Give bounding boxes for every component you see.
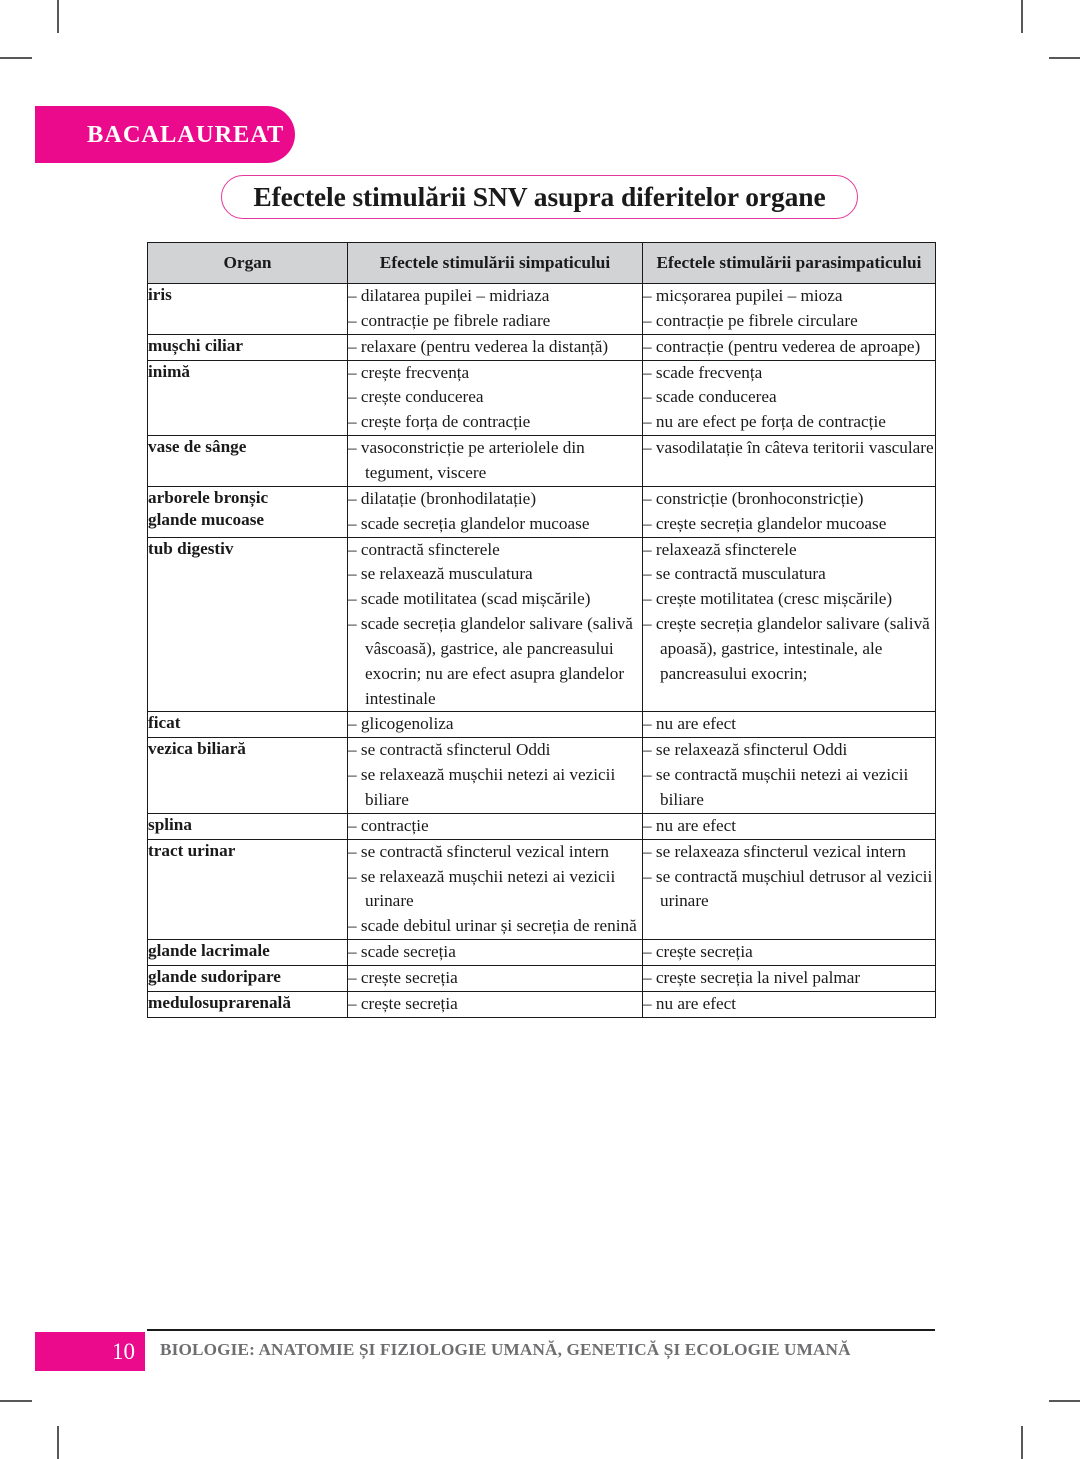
table-row [148,839,936,939]
cell-sympathetic [348,991,643,1017]
effect-item: – nu are efect [643,993,737,1013]
cell-sympathetic [348,839,643,939]
cell-organ: glande lacrimale [148,940,348,966]
table-row [148,940,936,966]
effect-item: – crește frecvența [348,362,470,382]
table-row [148,436,936,487]
sympathetic-effects-list [348,538,642,712]
sympathetic-effects-list [348,335,642,360]
effect-item: – contractă sfincterele [348,539,500,559]
cell-sympathetic [348,486,643,537]
effect-item: – scade motilitatea (scad mișcările) [348,589,591,609]
effect-item: – crește motilitatea (cresc mișcările) [643,589,893,609]
effect-item: – se relaxează mușchii netezi ai vezicii urinare [348,866,616,911]
cell-sympathetic [348,738,643,814]
table-row [148,991,936,1017]
table-row [148,813,936,839]
parasympathetic-effects-list [643,284,935,334]
table-header [148,243,936,284]
effect-item: – contracție pe fibrele circulare [643,310,858,330]
effect-item: – constricție (bronhoconstricție) [643,488,864,508]
column-header-sympathetic: Efectele stimulării simpaticului [348,243,643,284]
effect-item: – nu are efect pe forța de contracție [643,412,886,432]
footer-rule [147,1329,935,1331]
page-title: Efectele stimulării SNV asupra diferitelor organe [253,181,826,212]
cell-sympathetic [348,334,643,360]
parasympathetic-effects-list [643,992,935,1017]
cell-parasympathetic [643,486,936,537]
table-row [148,360,936,436]
effect-item: – crește secreția [643,942,753,962]
cell-parasympathetic [643,712,936,738]
crop-mark-bottom-left-horizontal [0,1400,32,1402]
organ-label-line: arborele bronșic [148,487,269,507]
cell-parasympathetic [643,436,936,487]
effect-item: – contracție [348,815,429,835]
cell-sympathetic [348,360,643,436]
sympathetic-effects-list [348,840,642,939]
sympathetic-effects-list [348,712,642,737]
cell-parasympathetic [643,738,936,814]
effect-item: – se contractă mușchiul detrusor al vezicii urinare [643,866,933,911]
cell-parasympathetic [643,334,936,360]
table-row [148,965,936,991]
parasympathetic-effects-list [643,361,935,436]
page-title-pill [221,175,858,219]
cell-organ: iris [148,284,348,335]
crop-mark-top-right-vertical [1021,0,1023,33]
effect-item: – glicogenoliza [348,714,454,734]
table-row [148,712,936,738]
parasympathetic-effects-list [643,487,935,537]
effect-item: – relaxează sfincterele [643,539,797,559]
cell-parasympathetic [643,284,936,335]
parasympathetic-effects-list [643,335,935,360]
crop-mark-bottom-right-horizontal [1049,1400,1080,1402]
table-header-row [148,243,936,284]
effect-item: – scade secreția [348,942,456,962]
effect-item: – scade frecvența [643,362,763,382]
sympathetic-effects-list [348,361,642,436]
column-header-parasympathetic: Efectele stimulării parasimpaticului [643,243,936,284]
effect-item: – se contractă sfincterul Oddi [348,740,551,760]
parasympathetic-effects-list [643,966,935,991]
effect-item: – nu are efect [643,714,737,734]
cell-sympathetic [348,284,643,335]
sympathetic-effects-list [348,284,642,334]
effect-item: – relaxare (pentru vederea la distanță) [348,336,609,356]
cell-parasympathetic [643,940,936,966]
crop-mark-top-right-horizontal [1049,57,1080,59]
parasympathetic-effects-list [643,738,935,813]
cell-organ: tract urinar [148,839,348,939]
cell-sympathetic [348,436,643,487]
table-row [148,486,936,537]
crop-mark-top-left-horizontal [0,57,32,59]
table-row [148,537,936,712]
cell-organ: splina [148,813,348,839]
effect-item: – nu are efect [643,815,737,835]
effect-item: – crește forța de contracție [348,412,531,432]
cell-organ: vase de sânge [148,436,348,487]
section-tab-bacalaureat [35,106,295,163]
sympathetic-effects-list [348,966,642,991]
sympathetic-effects-list [348,992,642,1017]
parasympathetic-effects-list [643,940,935,965]
effect-item: – crește conducerea [348,387,484,407]
table-body [148,284,936,1017]
snv-effects-table [147,242,936,1018]
effect-item: – se contractă mușchii netezi ai vezicii biliare [643,765,909,809]
effect-item: – dilatarea pupilei – midriaza [348,286,550,306]
parasympathetic-effects-list [643,814,935,839]
effect-item: – se relaxează sfincterul Oddi [643,740,848,760]
cell-sympathetic [348,940,643,966]
effect-item: – crește secreția glandelor salivare (salivă apoasă), gastrice, intestinale, ale pancreasului exocrin; [643,614,930,683]
effect-item: – se relaxeaza sfincterul vezical intern [643,841,906,861]
cell-organ: mușchi ciliar [148,334,348,360]
table-row [148,284,936,335]
cell-organ [148,486,348,537]
table-row [148,738,936,814]
crop-mark-bottom-right-vertical [1021,1426,1023,1459]
effect-item: – crește secreția glandelor mucoase [643,513,887,533]
effect-item: – crește secreția [348,967,458,987]
sympathetic-effects-list [348,738,642,813]
cell-parasympathetic [643,965,936,991]
page-number: 10 [112,1339,135,1364]
effect-item: – se contractă sfincterul vezical intern [348,841,610,861]
cell-parasympathetic [643,991,936,1017]
cell-parasympathetic [643,360,936,436]
cell-organ: glande sudoripare [148,965,348,991]
crop-mark-top-left-vertical [57,0,59,33]
footer-page-box [35,1332,145,1371]
table-row [148,334,936,360]
cell-organ: vezica biliară [148,738,348,814]
parasympathetic-effects-list [643,840,935,915]
effect-item: – vasodilatație în câteva teritorii vasculare [643,438,934,458]
parasympathetic-effects-list [643,436,935,461]
effect-item: – scade secreția glandelor salivare (salivă vâscoasă), gastrice, ale pancreasului exocrin; nu are efect asupra glandelor intestinale [348,614,633,708]
sympathetic-effects-list [348,814,642,839]
effect-item: – dilatație (bronhodilatație) [348,488,537,508]
effect-item: – se relaxează musculatura [348,564,533,584]
cell-sympathetic [348,537,643,712]
effect-item: – se relaxează mușchii netezi ai vezicii biliare [348,765,616,809]
cell-parasympathetic [643,813,936,839]
effect-item: – contracție (pentru vederea de aproape) [643,336,921,356]
footer-title: BIOLOGIE: ANATOMIE ȘI FIZIOLOGIE UMANĂ, GENETICĂ ȘI ECOLOGIE UMANĂ [160,1340,851,1359]
cell-organ: ficat [148,712,348,738]
cell-sympathetic [348,813,643,839]
effect-item: – scade secreția glandelor mucoase [348,513,590,533]
crop-mark-bottom-left-vertical [57,1426,59,1459]
column-header-organ: Organ [148,243,348,284]
cell-parasympathetic [643,839,936,939]
parasympathetic-effects-list [643,538,935,687]
effect-item: – se contractă musculatura [643,564,826,584]
effect-item: – contracție pe fibrele radiare [348,310,551,330]
organ-label-line: glande mucoase [148,510,265,530]
parasympathetic-effects-list [643,712,935,737]
sympathetic-effects-list [348,436,642,486]
effect-item: – vasoconstricție pe arteriolele din tegument, viscere [348,438,585,482]
cell-sympathetic [348,965,643,991]
section-tab-label: BACALAUREAT [87,120,285,148]
sympathetic-effects-list [348,487,642,537]
cell-organ: tub digestiv [148,537,348,712]
effect-item: – micșorarea pupilei – mioza [643,286,843,306]
cell-parasympathetic [643,537,936,712]
effect-item: – scade conducerea [643,387,777,407]
cell-sympathetic [348,712,643,738]
effect-item: – scade debitul urinar și secreția de renină [348,916,637,936]
cell-organ: inimă [148,360,348,436]
sympathetic-effects-list [348,940,642,965]
effect-item: – crește secreția la nivel palmar [643,967,861,987]
effect-item: – crește secreția [348,993,458,1013]
cell-organ: medulosuprarenală [148,991,348,1017]
